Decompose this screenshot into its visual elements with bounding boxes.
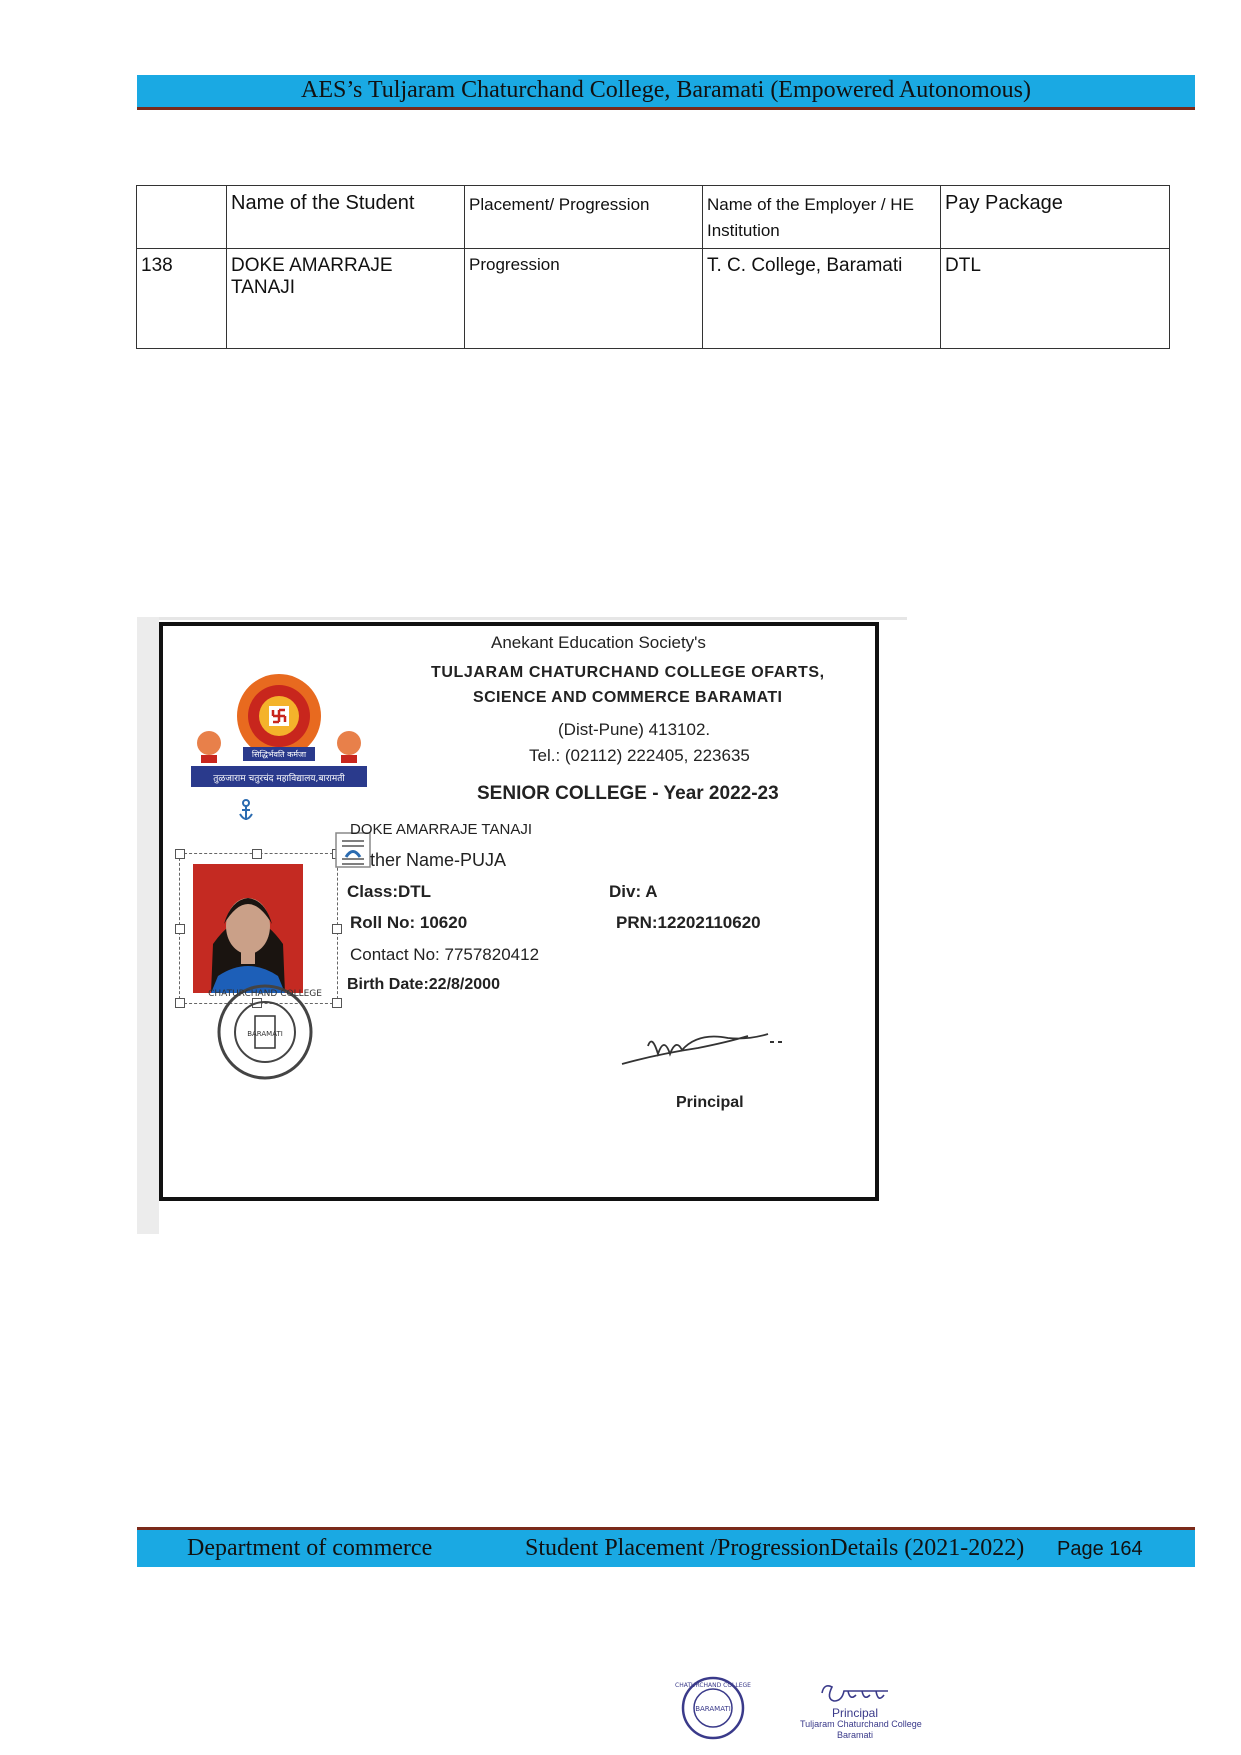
table-header-row: [137, 186, 1170, 249]
placement-table: [136, 185, 1170, 349]
table-row: [137, 249, 1170, 349]
resize-handle: [332, 924, 342, 934]
footer-details: Student Placement /ProgressionDetails (2021-2022): [525, 1535, 1025, 1561]
cell-serial: 138: [137, 249, 227, 349]
scan-edge-top: [159, 617, 907, 620]
card-div: Div: A: [609, 882, 658, 901]
scan-edge: [137, 617, 159, 1234]
svg-text:BARAMATI: BARAMATI: [247, 1030, 283, 1038]
id-card: [159, 622, 879, 1201]
header-cell-serial: [137, 186, 227, 249]
card-roll-no: Roll No: 10620: [350, 913, 468, 932]
card-society: Anekant Education Society's: [491, 633, 706, 652]
card-prn: PRN:12202110620: [616, 913, 761, 932]
id-card-scan: [137, 617, 907, 1234]
header-cell-placement: Placement/ Progression: [465, 186, 703, 249]
header-cell-pay-package: Pay Package: [941, 186, 1170, 249]
card-college-line1: TULJARAM CHATURCHAND COLLEGE OFARTS,: [431, 664, 825, 681]
resize-handle: [175, 924, 185, 934]
cell-employer: T. C. College, Baramati: [703, 249, 941, 349]
college-logo: [187, 671, 371, 791]
resize-handle: [252, 849, 262, 859]
header-cell-employer: Name of the Employer / HE Institution: [703, 186, 941, 249]
resize-handle: [175, 998, 185, 1008]
card-tel: Tel.: (02112) 222405, 223635: [529, 746, 750, 765]
college-stamp: [208, 982, 322, 1082]
svg-text:BARAMATI: BARAMATI: [695, 1705, 731, 1713]
header-cell-student-name: Name of the Student: [227, 186, 465, 249]
certification-role: Principal: [831, 1706, 879, 1720]
resize-handle: [332, 998, 342, 1008]
card-college-line2: SCIENCE AND COMMERCE BARAMATI: [473, 689, 783, 706]
svg-text:CHATURCHAND COLLEGE: CHATURCHAND COLLEGE: [208, 989, 322, 999]
certification-stamp: [675, 1675, 751, 1741]
page-header-title: AES’s Tuljaram Chaturchand College, Baramati (Empowered Autonomous): [301, 77, 1031, 103]
card-birth-date: Birth Date:22/8/2000: [347, 976, 500, 993]
card-signatory: Principal: [676, 1094, 744, 1111]
card-contact: Contact No: 7757820412: [350, 945, 540, 964]
resize-handle: [175, 849, 185, 859]
footer-page-number: Page 164: [1057, 1538, 1143, 1560]
card-class: Class:DTL: [347, 882, 432, 901]
svg-text:तुळजाराम चतुरचंद महाविद्यालय,ब: तुळजाराम चतुरचंद महाविद्यालय,बारामती: [213, 774, 345, 784]
certification-college: Tuljaram Chaturchand College: [800, 1719, 922, 1729]
footer-department: Department of commerce: [187, 1535, 433, 1561]
svg-text:CHATURCHAND COLLEGE: CHATURCHAND COLLEGE: [675, 1682, 751, 1689]
student-photo: [193, 864, 303, 993]
svg-text:सिद्धिर्भवति कर्मजा: सिद्धिर्भवति कर्मजा: [251, 750, 307, 759]
anchor-icon: [236, 798, 256, 824]
cell-pay-package: DTL: [941, 249, 1170, 349]
cell-student-name: DOKE AMARRAJE TANAJI: [227, 249, 465, 349]
card-student-name: DOKE AMARRAJE TANAJI: [350, 821, 532, 838]
page-header-band: [137, 75, 1195, 110]
certification-block: [800, 1706, 922, 1741]
page-footer-band: [137, 1527, 1195, 1567]
card-year: SENIOR COLLEGE - Year 2022-23: [477, 783, 779, 804]
certification-place: Baramati: [836, 1730, 873, 1740]
cell-placement: Progression: [465, 249, 703, 349]
card-address: (Dist-Pune) 413102.: [558, 720, 711, 739]
card-mother-name: ther Name-PUJA: [370, 850, 507, 870]
principal-signature: [618, 1024, 788, 1074]
